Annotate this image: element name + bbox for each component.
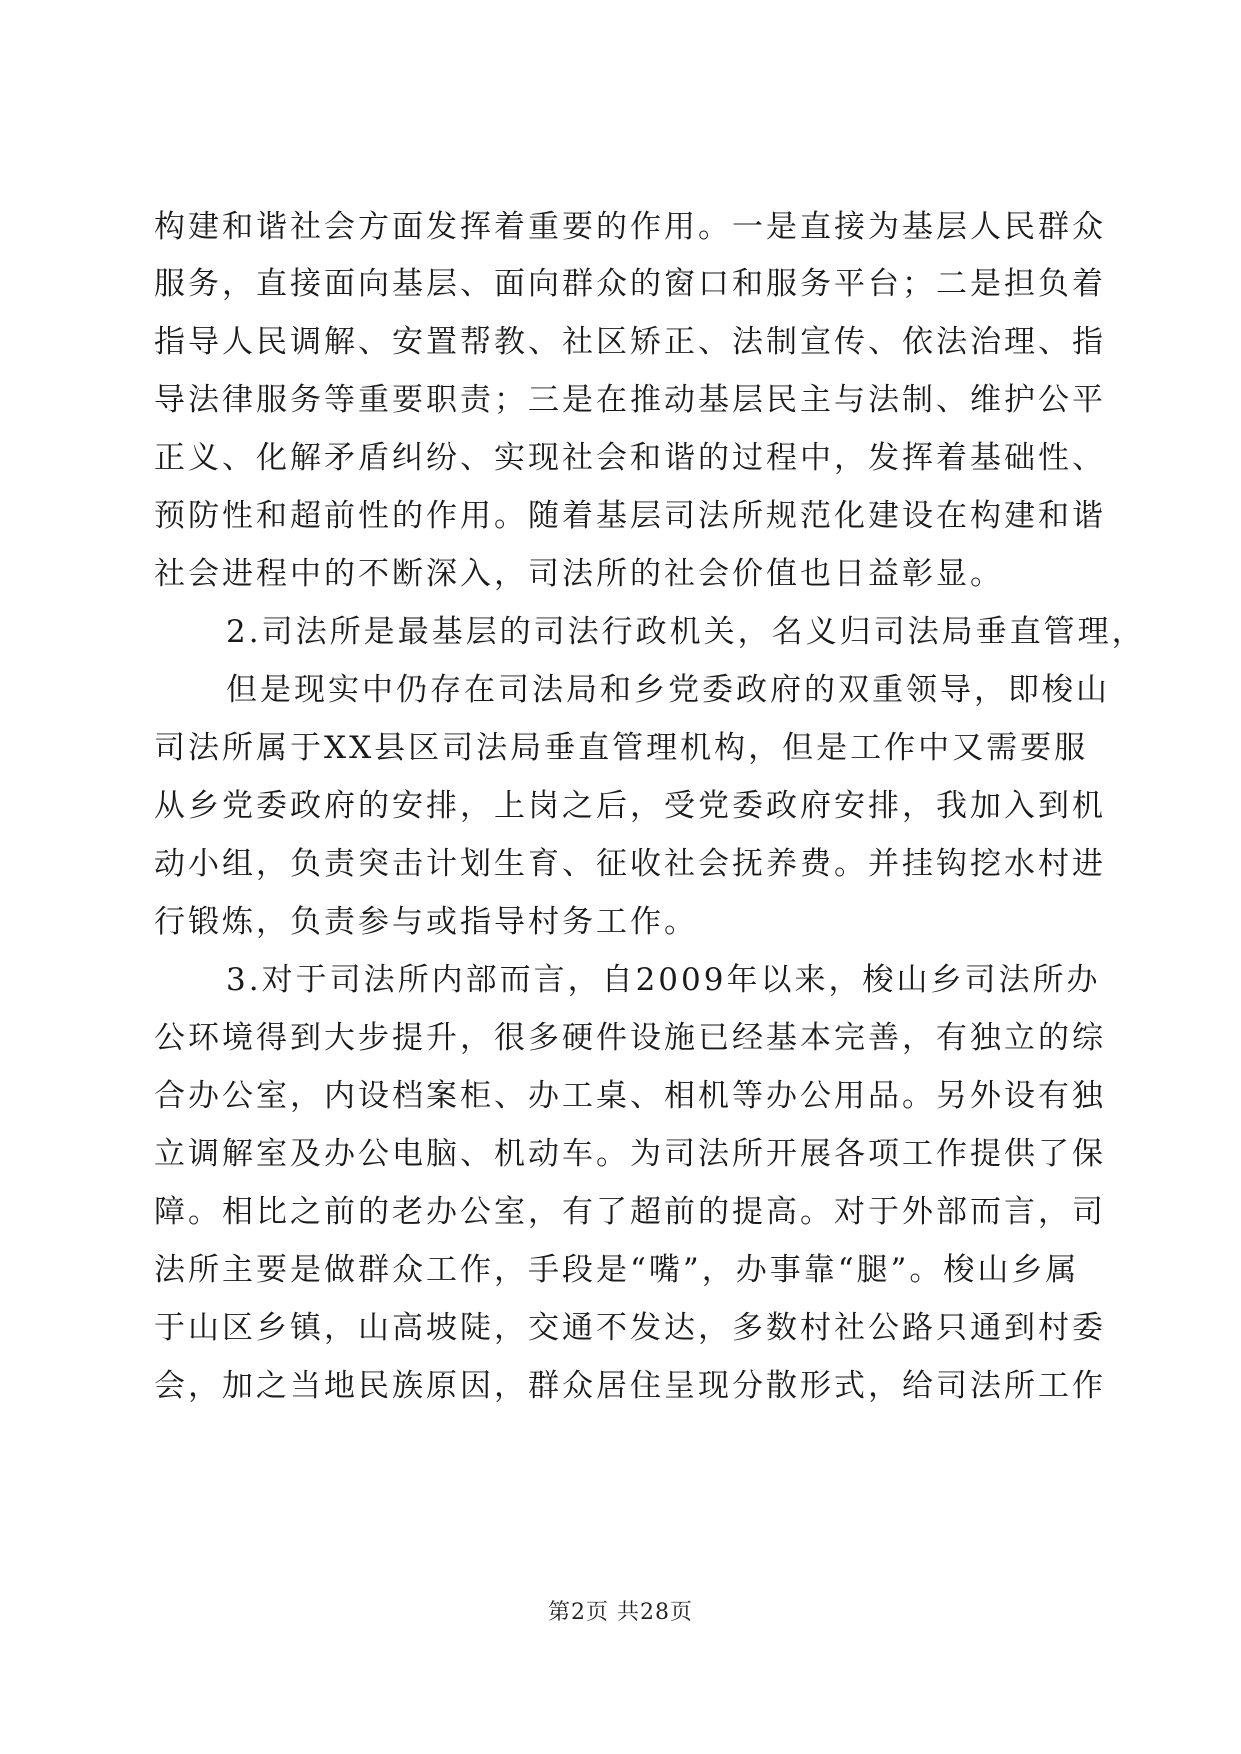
body-line: 公环境得到大步提升，很多硬件设施已经基本完善，有独立的综 (154, 1020, 1106, 1056)
page-number-footer: 第2页 共28页 (548, 1600, 693, 1625)
body-line: 预防性和超前性的作用。随着基层司法所规范化建设在构建和谐 (154, 498, 1106, 534)
body-line: 社会进程中的不断深入，司法所的社会价值也日益彰显。 (154, 556, 1004, 592)
body-line: 从乡党委政府的安排，上岗之后，受党委政府安排，我加入到机 (154, 788, 1106, 824)
paragraph-3-start: 3.对于司法所内部而言，自2009年以来，梭山乡司法所办 (226, 962, 1101, 998)
body-line: 构建和谐社会方面发挥着重要的作用。一是直接为基层人民群众 (154, 209, 1106, 245)
body-line: 但是现实中仍存在司法局和乡党委政府的双重领导，即梭山 (226, 672, 1110, 708)
body-line: 障。相比之前的老办公室，有了超前的提高。对于外部而言，司 (154, 1194, 1106, 1230)
body-line: 司法所属于XX县区司法局垂直管理机构，但是工作中又需要服 (154, 730, 1089, 766)
body-line: 行锻炼，负责参与或指导村务工作。 (154, 904, 698, 940)
paragraph-2-start: 2.司法所是最基层的司法行政机关，名义归司法局垂直管理， (226, 614, 1146, 650)
body-line: 立调解室及办公电脑、机动车。为司法所开展各项工作提供了保 (154, 1136, 1106, 1172)
body-line: 服务，直接面向基层、面向群众的窗口和服务平台；二是担负着 (154, 266, 1106, 302)
body-line: 导法律服务等重要职责；三是在推动基层民主与法制、维护公平 (154, 382, 1106, 418)
body-line: 指导人民调解、安置帮教、社区矫正、法制宣传、依法治理、指 (154, 324, 1106, 360)
body-line: 动小组，负责突击计划生育、征收社会抚养费。并挂钩挖水村进 (154, 846, 1106, 882)
body-line: 合办公室，内设档案柜、办工桌、相机等办公用品。另外设有独 (154, 1078, 1106, 1114)
body-line: 法所主要是做群众工作，手段是“嘴”，办事靠“腿”。梭山乡属 (154, 1252, 1080, 1288)
body-line: 正义、化解矛盾纠纷、实现社会和谐的过程中，发挥着基础性、 (154, 440, 1106, 476)
body-line: 于山区乡镇，山高坡陡，交通不发达，多数村社公路只通到村委 (154, 1310, 1106, 1346)
body-line: 会，加之当地民族原因，群众居住呈现分散形式，给司法所工作 (154, 1368, 1106, 1404)
